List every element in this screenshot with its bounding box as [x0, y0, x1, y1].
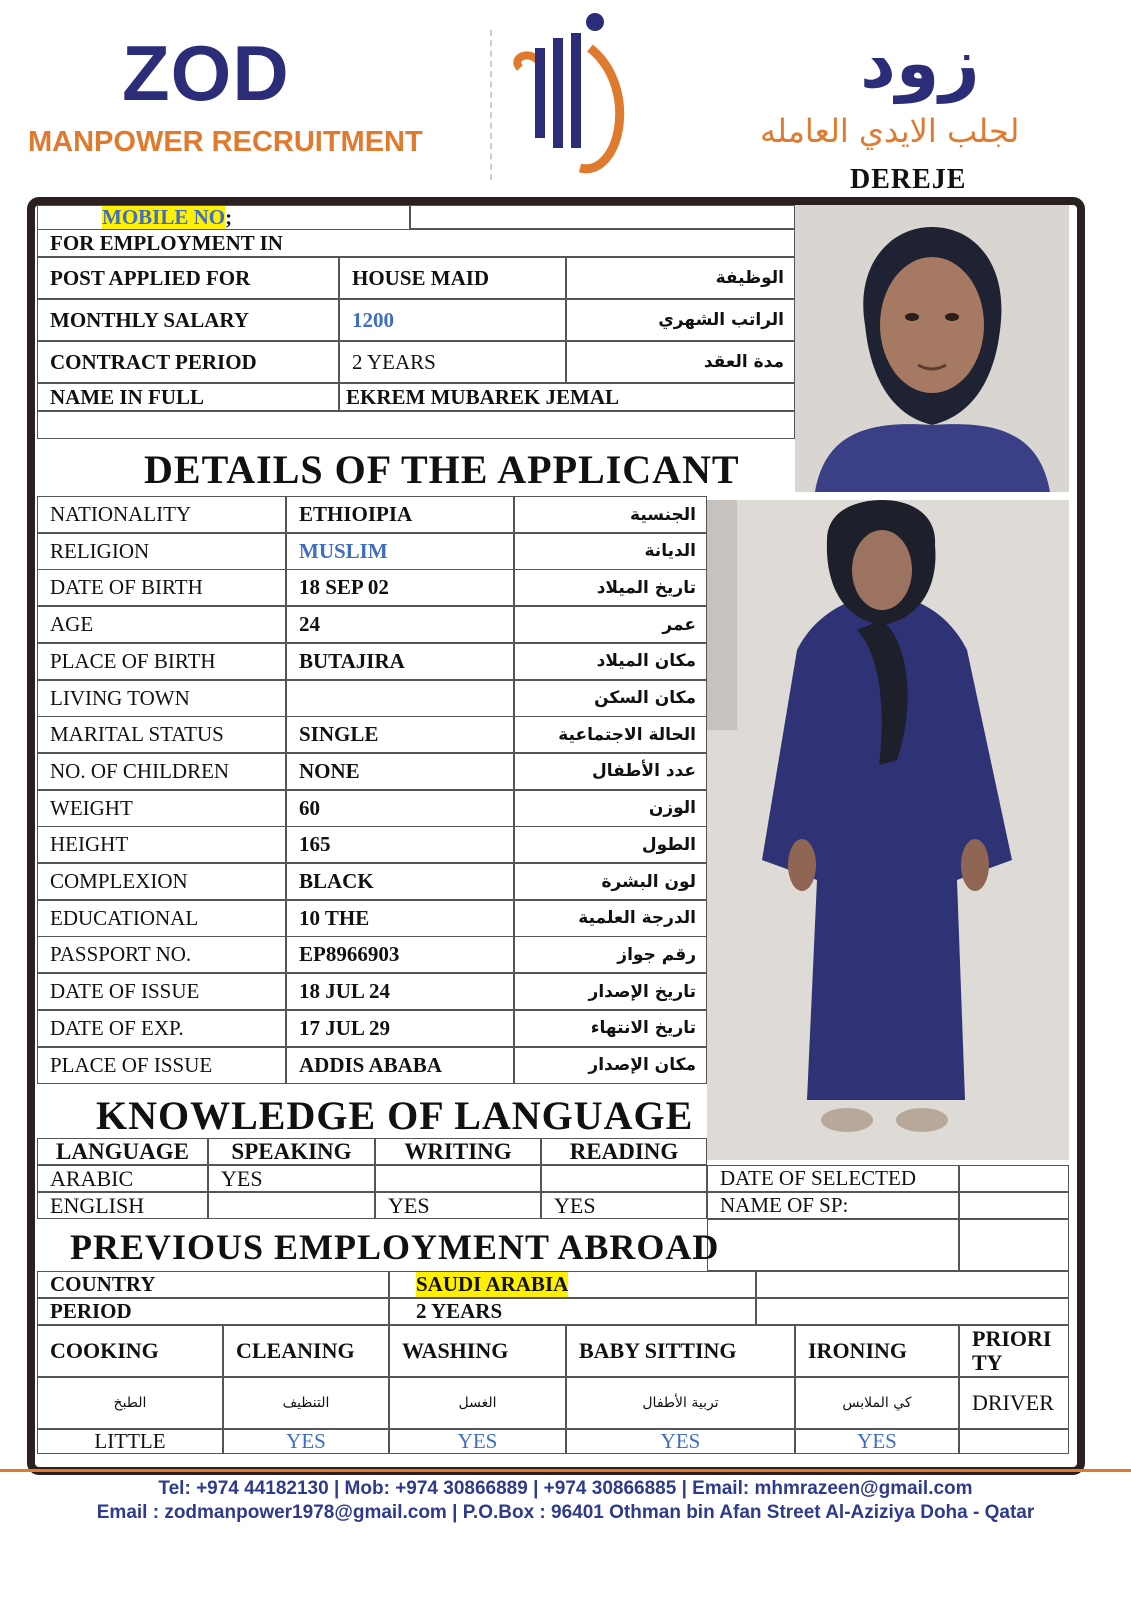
- detail-label: HEIGHT: [37, 826, 286, 863]
- name-label: NAME IN FULL: [37, 383, 339, 411]
- country-extra: [756, 1271, 1069, 1298]
- mobile-label: MOBILE NO: [102, 205, 226, 229]
- skill-header: PRIORI TY: [959, 1325, 1069, 1377]
- detail-label: LIVING TOWN: [37, 680, 286, 717]
- detail-arabic: الحالة الاجتماعية: [514, 716, 707, 753]
- language-cell: ARABIC: [37, 1165, 208, 1192]
- skill-value: [959, 1429, 1069, 1454]
- detail-value: 24: [286, 606, 514, 643]
- spacer-row: [37, 411, 795, 439]
- detail-label: AGE: [37, 606, 286, 643]
- skill-value: YES: [795, 1429, 959, 1454]
- brand-logo-text: ZOD: [122, 29, 290, 117]
- language-header: READING: [541, 1138, 707, 1165]
- language-cell: YES: [208, 1165, 375, 1192]
- period-value: 2 YEARS: [389, 1298, 756, 1325]
- detail-value: MUSLIM: [286, 533, 514, 570]
- skill-header: IRONING: [795, 1325, 959, 1377]
- detail-label: NATIONALITY: [37, 496, 286, 533]
- full-body-photo: [707, 500, 1069, 1160]
- detail-value: EP8966903: [286, 936, 514, 973]
- skill-value: YES: [566, 1429, 795, 1454]
- detail-value: 60: [286, 790, 514, 827]
- detail-label: EDUCATIONAL: [37, 900, 286, 937]
- detail-label: PLACE OF BIRTH: [37, 643, 286, 680]
- detail-arabic: عمر: [514, 606, 707, 643]
- detail-arabic: مكان الميلاد: [514, 643, 707, 680]
- detail-value: 18 JUL 24: [286, 973, 514, 1010]
- detail-arabic: تاريخ الإصدار: [514, 973, 707, 1010]
- detail-value: ADDIS ABABA: [286, 1047, 514, 1084]
- portrait-photo: [795, 205, 1069, 492]
- agent-name: DEREJE: [850, 164, 967, 195]
- language-cell: YES: [375, 1192, 541, 1219]
- skill-value: LITTLE: [37, 1429, 223, 1454]
- footer-contact-line: Tel: +974 44182130 | Mob: +974 30866889 | +974 30866885 | Email: mhmrazeen@gmail.com: [158, 1478, 973, 1499]
- contract-value: 2 YEARS: [339, 341, 566, 383]
- brand-logo-arabic: زود: [860, 22, 980, 104]
- detail-arabic: لون البشرة: [514, 863, 707, 900]
- salary-ar: الراتب الشهري: [566, 299, 795, 341]
- skill-value: YES: [223, 1429, 389, 1454]
- language-title: KNOWLEDGE OF LANGUAGE: [96, 1093, 694, 1138]
- detail-value: SINGLE: [286, 716, 514, 753]
- detail-value: 165: [286, 826, 514, 863]
- skill-arabic: كي الملابس: [795, 1377, 959, 1429]
- language-cell: YES: [541, 1192, 707, 1219]
- detail-arabic: تاريخ الميلاد: [514, 569, 707, 606]
- date-selected-value: [959, 1165, 1069, 1192]
- country-value-cell: [389, 1271, 756, 1298]
- detail-arabic: الوزن: [514, 790, 707, 827]
- detail-value: NONE: [286, 753, 514, 790]
- detail-label: COMPLEXION: [37, 863, 286, 900]
- post-applied-label: POST APPLIED FOR: [37, 257, 339, 299]
- name-value: EKREM MUBAREK JEMAL: [339, 383, 795, 411]
- detail-label: WEIGHT: [37, 790, 286, 827]
- footer-rule: [0, 1469, 1131, 1472]
- skill-header: WASHING: [389, 1325, 566, 1377]
- detail-value: 17 JUL 29: [286, 1010, 514, 1047]
- name-sp-value: [959, 1192, 1069, 1219]
- language-cell: [541, 1165, 707, 1192]
- detail-arabic: الدرجة العلمية: [514, 900, 707, 937]
- country-label: COUNTRY: [37, 1271, 389, 1298]
- footer-address-line: Email : zodmanpower1978@gmail.com | P.O.Box : 96401 Othman bin Afan Street Al-Aziziya Doha - Qatar: [96, 1502, 1035, 1523]
- language-header: LANGUAGE: [37, 1138, 208, 1165]
- language-cell: [375, 1165, 541, 1192]
- salary-label: MONTHLY SALARY: [37, 299, 339, 341]
- detail-arabic: الجنسية: [514, 496, 707, 533]
- detail-value: BLACK: [286, 863, 514, 900]
- detail-label: DATE OF ISSUE: [37, 973, 286, 1010]
- name-sp-label: NAME OF SP:: [707, 1192, 959, 1219]
- contract-ar: مدة العقد: [566, 341, 795, 383]
- skill-arabic: الغسل: [389, 1377, 566, 1429]
- detail-label: MARITAL STATUS: [37, 716, 286, 753]
- skill-arabic: DRIVER: [959, 1377, 1069, 1429]
- detail-arabic: الطول: [514, 826, 707, 863]
- contract-label: CONTRACT PERIOD: [37, 341, 339, 383]
- details-title: DETAILS OF THE APPLICANT: [144, 447, 740, 492]
- language-header: SPEAKING: [208, 1138, 375, 1165]
- detail-value: [286, 680, 514, 717]
- date-selected-label: DATE OF SELECTED: [707, 1165, 959, 1192]
- detail-arabic: تاريخ الانتهاء: [514, 1010, 707, 1047]
- language-cell: ENGLISH: [37, 1192, 208, 1219]
- detail-arabic: الديانة: [514, 533, 707, 570]
- salary-value: 1200: [339, 299, 566, 341]
- detail-label: DATE OF EXP.: [37, 1010, 286, 1047]
- detail-label: DATE OF BIRTH: [37, 569, 286, 606]
- skill-header: BABY SITTING: [566, 1325, 795, 1377]
- previous-title: PREVIOUS EMPLOYMENT ABROAD: [70, 1227, 720, 1267]
- detail-value: BUTAJIRA: [286, 643, 514, 680]
- post-applied-ar: الوظيفة: [566, 257, 795, 299]
- period-label: PERIOD: [37, 1298, 389, 1325]
- detail-arabic: مكان السكن: [514, 680, 707, 717]
- skill-arabic: تربية الأطفال: [566, 1377, 795, 1429]
- brand-subtitle: MANPOWER RECRUITMENT: [28, 126, 423, 158]
- detail-label: RELIGION: [37, 533, 286, 570]
- mobile-value-cell: [410, 205, 795, 229]
- brand-figure-icon: [500, 8, 640, 178]
- detail-label: NO. OF CHILDREN: [37, 753, 286, 790]
- skill-value: YES: [389, 1429, 566, 1454]
- mobile-suffix: ;: [225, 205, 233, 229]
- side-blank-2: [959, 1219, 1069, 1271]
- detail-label: PLACE OF ISSUE: [37, 1047, 286, 1084]
- detail-value: 10 THE: [286, 900, 514, 937]
- detail-arabic: رقم جواز: [514, 936, 707, 973]
- detail-value: 18 SEP 02: [286, 569, 514, 606]
- header-divider: [490, 30, 492, 180]
- detail-arabic: مكان الإصدار: [514, 1047, 707, 1084]
- skill-header: CLEANING: [223, 1325, 389, 1377]
- skill-arabic: الطبخ: [37, 1377, 223, 1429]
- detail-value: ETHIOIPIA: [286, 496, 514, 533]
- country-value: SAUDI ARABIA: [416, 1272, 569, 1296]
- language-cell: [208, 1192, 375, 1219]
- side-blank-1: [707, 1219, 959, 1271]
- detail-label: PASSPORT NO.: [37, 936, 286, 973]
- mobile-label-cell: [37, 205, 410, 229]
- detail-arabic: عدد الأطفال: [514, 753, 707, 790]
- period-extra: [756, 1298, 1069, 1325]
- brand-subtitle-arabic: لجلب الايدي العامله: [760, 112, 1020, 150]
- language-header: WRITING: [375, 1138, 541, 1165]
- skill-header: COOKING: [37, 1325, 223, 1377]
- post-applied-value: HOUSE MAID: [339, 257, 566, 299]
- skill-arabic: التنظيف: [223, 1377, 389, 1429]
- employment-in: FOR EMPLOYMENT IN: [37, 229, 795, 257]
